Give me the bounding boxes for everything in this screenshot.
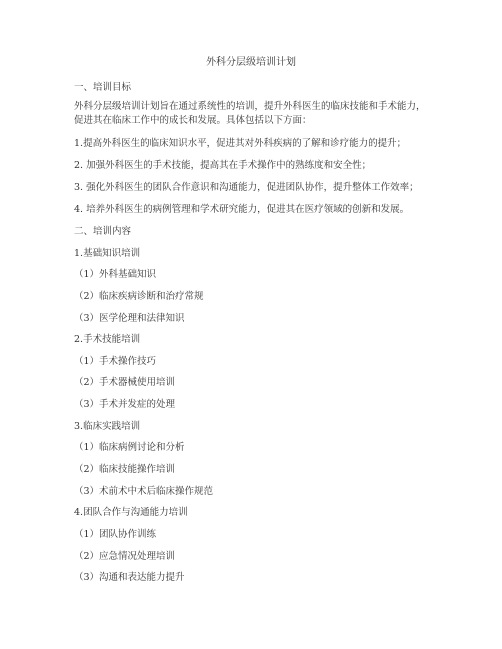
content-group-title: 1.基础知识培训: [74, 248, 141, 259]
goal-item: 4. 培养外科医生的病例管理和学术研究能力，促进其在医疗领域的创新和发展。: [74, 204, 410, 215]
page-title: 外科分层级培训计划: [206, 57, 296, 68]
content-item: （3）手术并发症的处理: [74, 399, 176, 410]
section-heading-content: 二、培训内容: [74, 226, 132, 237]
content-item: （2）临床疾病诊断和治疗常规: [74, 291, 204, 302]
goal-item: 2. 加强外科医生的手术技能，提高其在手术操作中的熟练度和安全性；: [74, 160, 372, 171]
content-item: （1）外科基础知识: [74, 269, 157, 280]
content-item: （2）手术器械使用培训: [74, 377, 176, 388]
content-item: （1）手术操作技巧: [74, 356, 157, 367]
goal-item: 1.提高外科医生的临床知识水平，促进其对外科疾病的了解和诊疗能力的提升；: [74, 138, 407, 149]
content-item: （3）医学伦理和法律知识: [74, 313, 185, 324]
content-item: （3）沟通和表达能力提升: [74, 572, 185, 583]
content-item: （2）应急情况处理培训: [74, 551, 176, 562]
section-heading-goals: 一、培训目标: [74, 82, 132, 93]
intro-paragraph: 外科分层级培训计划旨在通过系统性的培训，提升外科医生的临床技能和手术能力，促进其在临床工作中的成长和发展。具体包括以下方面：: [74, 101, 426, 126]
content-group-title: 3.临床实践培训: [74, 421, 141, 432]
content-item: （1）临床病例讨论和分析: [74, 442, 185, 453]
content-group-title: 4.团队合作与沟通能力培训: [74, 507, 188, 518]
goal-item: 3. 强化外科医生的团队合作意识和沟通能力，促进团队协作，提升整体工作效率；: [74, 182, 419, 193]
content-group-title: 2.手术技能培训: [74, 334, 141, 345]
content-item: （2）临床技能操作培训: [74, 464, 176, 475]
content-item: （3）术前术中术后临床操作规范: [74, 486, 214, 497]
content-item: （1）团队协作训练: [74, 529, 157, 540]
